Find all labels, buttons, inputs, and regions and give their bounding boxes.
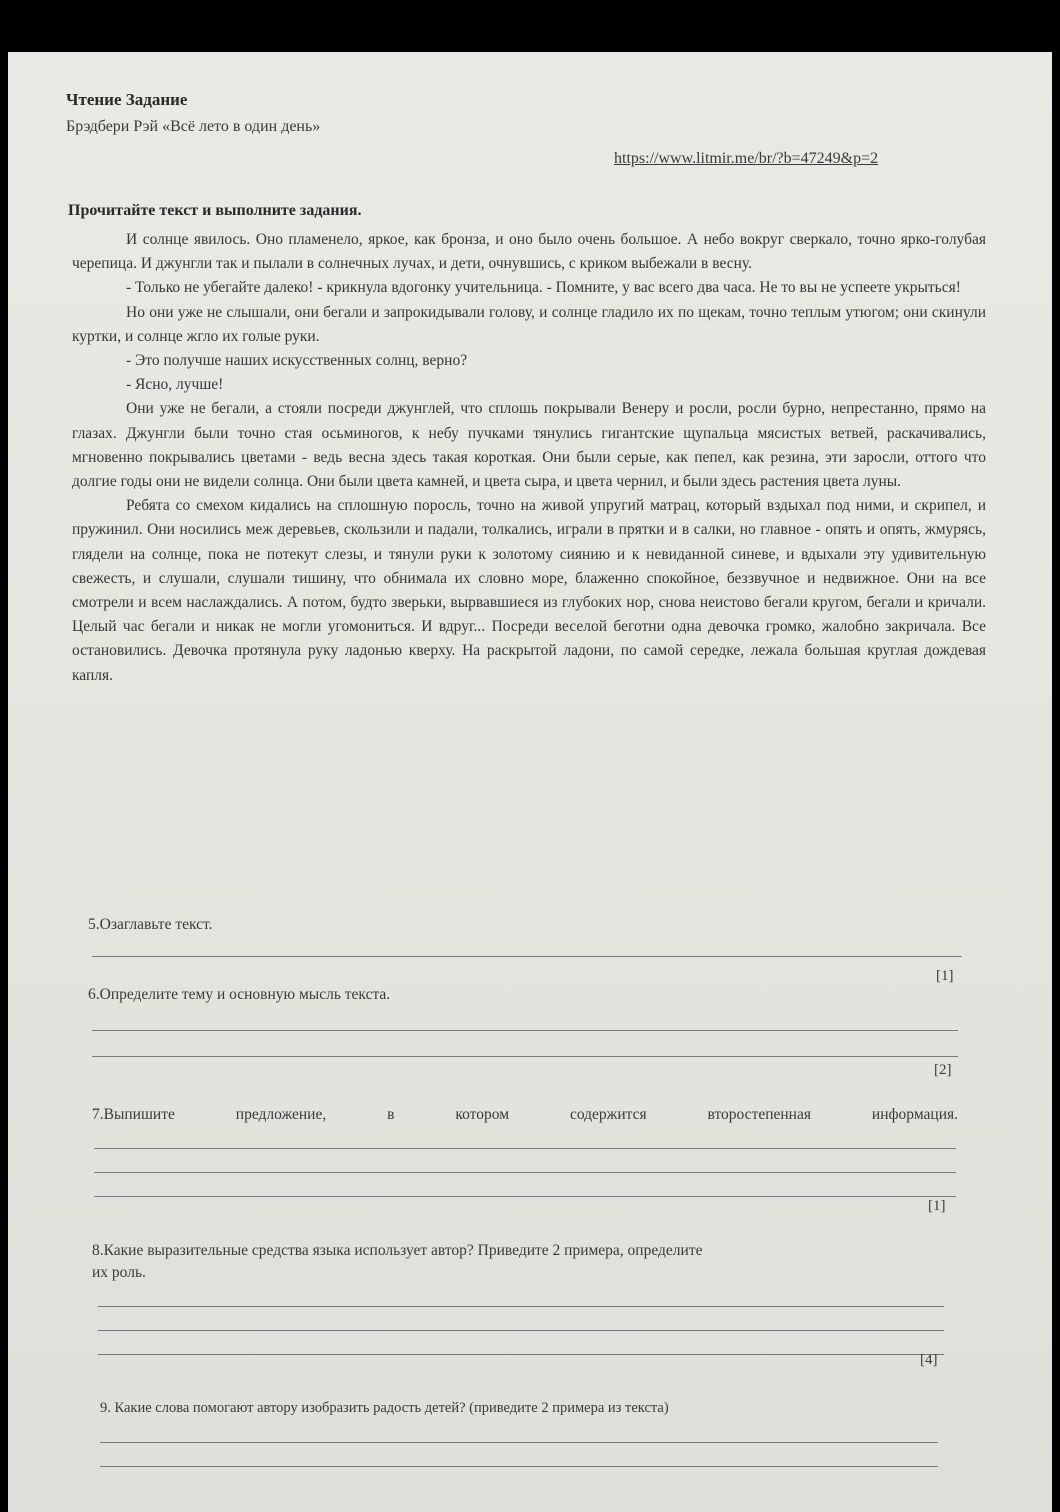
answer-line[interactable] [94, 1148, 956, 1149]
worksheet-page [8, 52, 1052, 1512]
source-link[interactable]: https://www.litmir.me/br/?b=47249&p=2 [614, 150, 879, 167]
answer-line[interactable] [92, 1056, 958, 1057]
answer-line[interactable] [100, 1442, 938, 1443]
question-9: 9. Какие слова помогают автору изобразить радость детей? (приведите 2 примера из текста) [100, 1400, 669, 1416]
reading-text [72, 228, 986, 688]
paragraph-2: - Только не убегайте далеко! - крикнула вдогонку учительница. - Помните, у вас всего два часа. Не то вы не успеете укрыться! [126, 279, 961, 297]
paragraph-6: Они уже не бегали, а стояли посреди джунглей, что сплошь покрывали Венеру и росли, росли бурно, непрестанно, прямо на глазах. Джунгли были точно стая осьминогов, к небу пучками тянулись гигантские щупальца мясистых ветвей, раскачивались, мгновенно покрывались цветами - ведь весна здесь такая короткая. Они были серые, как пепел, как резина, эти заросли, оттого что долгие годы они не видели солнца. Они были цвета камней, и цвета сыра, и цвета чернил, и были здесь растения цвета луны. [72, 400, 986, 491]
question-7-word: второстепенная [707, 1106, 811, 1123]
answer-line[interactable] [94, 1172, 956, 1173]
answer-line[interactable] [92, 1030, 958, 1031]
book-reference: Брэдбери Рэй «Всё лето в один день» [66, 118, 321, 135]
score-q5: [1] [936, 968, 954, 984]
paragraph-4: - Это получше наших искусственных солнц, верно? [126, 352, 468, 370]
question-7-word: информация. [871, 1106, 958, 1123]
question-7-word: котором [455, 1106, 510, 1123]
paragraph-1: И солнце явилось. Оно пламенело, яркое, как бронза, и оно было очень большое. А небо вокруг сверкало, точно ярко-голубая черепица. И джунгли так и пылали в солнечных лучах, и дети, очнувшись, с криком выбежали в весну. [72, 231, 986, 273]
question-8-line-2: их роль. [92, 1264, 146, 1281]
question-8-line-1: 8.Какие выразительные средства языка использует автор? Приведите 2 примера, определите [92, 1242, 703, 1259]
answer-line[interactable] [100, 1466, 938, 1467]
question-5: 5.Озаглавьте текст. [88, 916, 213, 933]
answer-line[interactable] [98, 1354, 944, 1355]
score-q8: [4] [920, 1352, 938, 1368]
answer-line[interactable] [94, 1196, 956, 1197]
question-7-word: предложение, [235, 1106, 327, 1123]
answer-line[interactable] [98, 1306, 944, 1307]
paragraph-5: - Ясно, лучше! [126, 376, 224, 394]
score-q6: [2] [934, 1062, 952, 1078]
worksheet-title: Чтение Задание [66, 90, 188, 109]
question-6: 6.Определите тему и основную мысль текста. [88, 986, 391, 1003]
question-7-word: в [387, 1106, 395, 1123]
instruction-heading: Прочитайте текст и выполните задания. [68, 202, 362, 219]
answer-line[interactable] [98, 1330, 944, 1331]
question-7 [92, 1106, 958, 1124]
paragraph-7: Ребята со смехом кидались на сплошную поросль, точно на живой упругий матрац, который вздыхал под ними, и скрипел, и пружинил. Они носились меж деревьев, скользили и падали, толкались, играли в прятки и в салки, но главное - опять и опять, жмурясь, глядели на солнце, пока не потекут слезы, и тянули руки к золотому сиянию и к невиданной синеве, и вдыхали эту удивительную свежесть, и слушали, слушали тишину, что обнимала их словно море, блаженно спокойное, беззвучное и недвижное. Они на все смотрели и всем наслаждались. А потом, будто зверьки, вырвавшиеся из глубоких нор, снова неистово бегали кругом, бегали и кричали. Целый час бегали и никак не могли угомониться. И вдруг... Посреди веселой беготни одна девочка громко, жалобно закричала. Все остановились. Девочка протянула руку ладонью кверху. На раскрытой ладони, по самой середке, лежала большая круглая дождевая капля. [72, 497, 986, 684]
question-7-word: содержится [569, 1106, 647, 1123]
answer-line[interactable] [92, 956, 962, 957]
score-q7: [1] [928, 1198, 946, 1214]
question-7-word: 7.Выпишите [92, 1106, 175, 1123]
paragraph-3: Но они уже не слышали, они бегали и запрокидывали голову, и солнце гладило их по щекам, точно теплым утюгом; они скинули куртки, и солнце жгло их голые руки. [72, 303, 986, 345]
